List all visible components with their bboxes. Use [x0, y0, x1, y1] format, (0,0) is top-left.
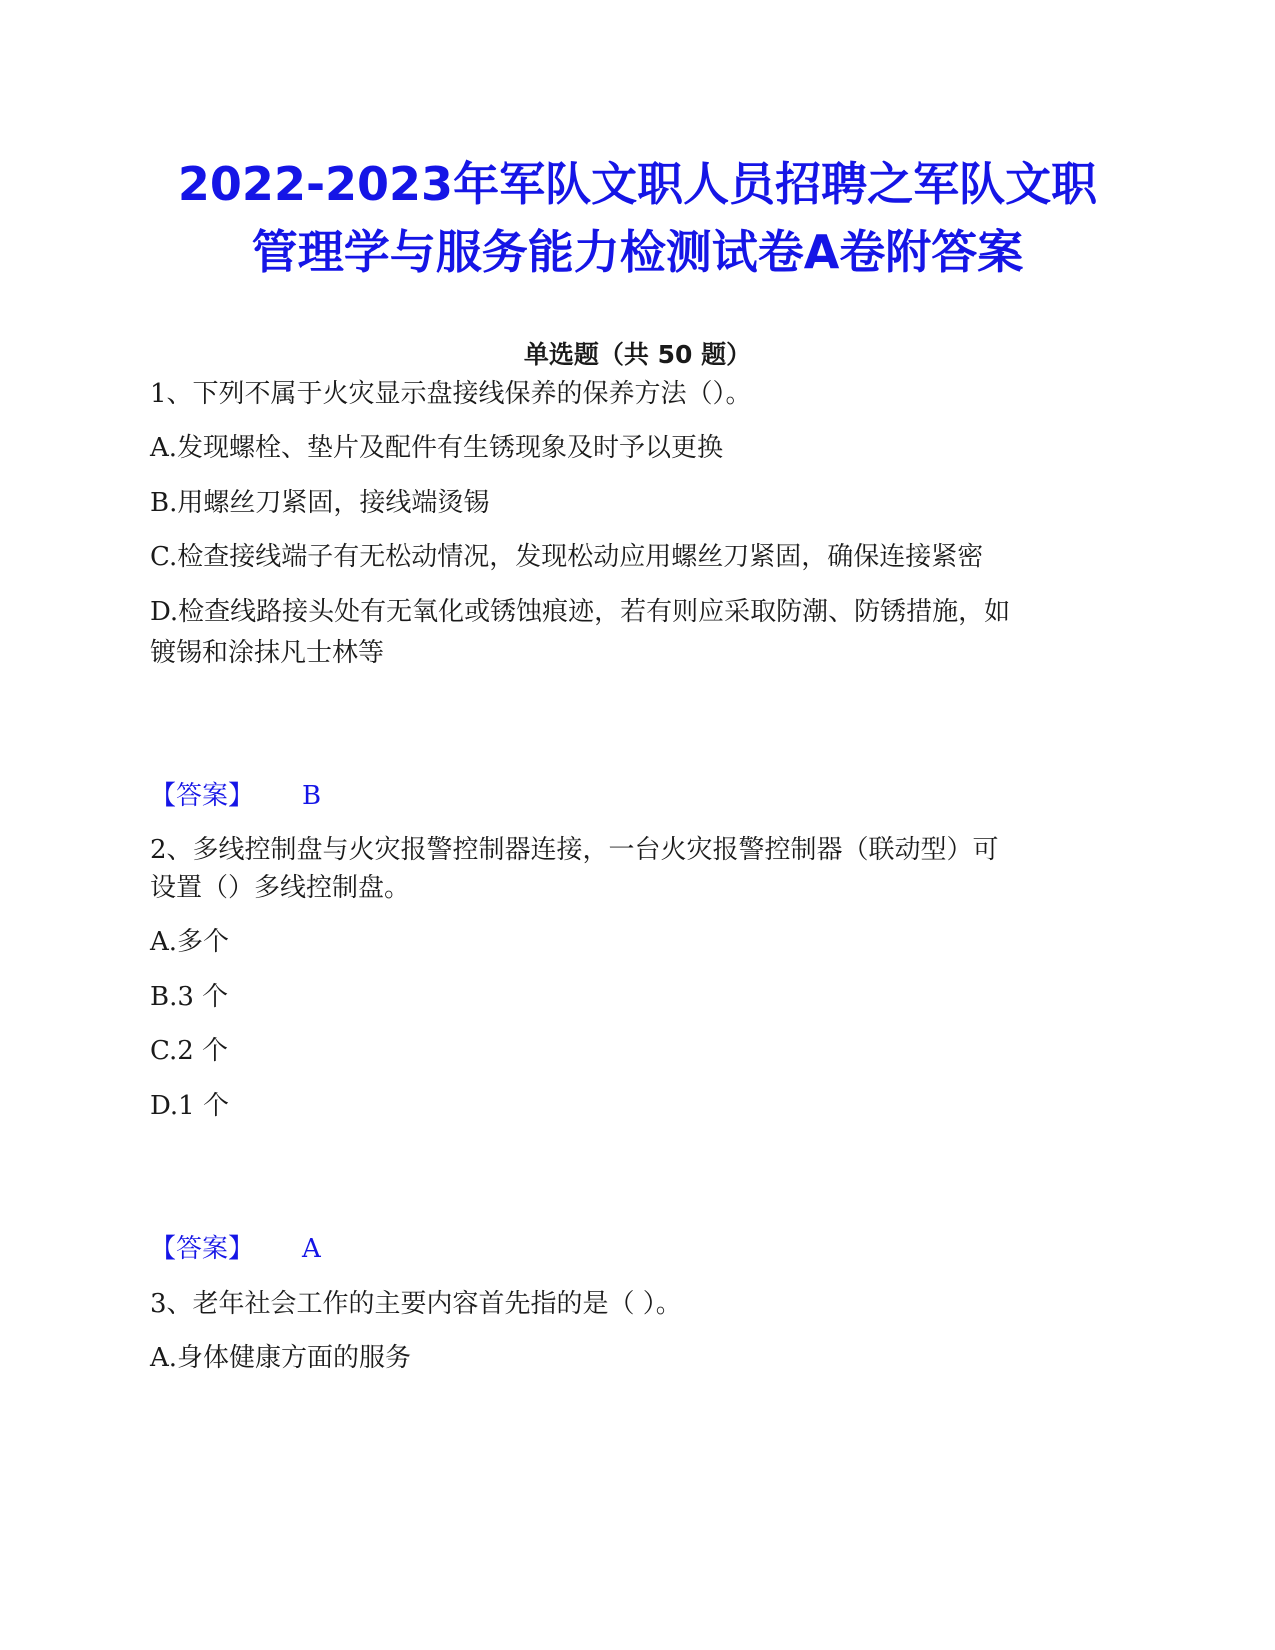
title-line-2: 管理学与服务能力检测试卷A卷附答案: [251, 225, 1024, 279]
question-1-option-c: C.检查接线端子有无松动情况，发现松动应用螺丝刀紧固，确保连接紧密: [150, 542, 984, 572]
document-title: [0, 150, 1275, 286]
question-1-option-b: B.用螺丝刀紧固，接线端烫锡: [150, 488, 490, 518]
question-3-option-a: A.身体健康方面的服务: [150, 1343, 412, 1373]
section-heading: 单选题（共 50 题）: [523, 340, 752, 369]
answer-value: B: [302, 781, 322, 811]
question-2-option-a: A.多个: [150, 927, 230, 957]
title-line-1: 2022-2023年军队文职人员招聘之军队文职: [177, 157, 1098, 211]
question-2-stem: 2、多线控制盘与火灾报警控制器连接，一台火灾报警控制器（联动型）可: [150, 835, 999, 865]
question-1-stem: 1、下列不属于火灾显示盘接线保养的保养方法（）。: [150, 379, 752, 409]
question-2-answer: [150, 1229, 321, 1269]
question-2-option-d: D.1 个: [150, 1091, 229, 1121]
question-3-stem: 3、老年社会工作的主要内容首先指的是（ ）。: [150, 1289, 682, 1319]
answer-value: A: [302, 1234, 321, 1264]
question-2-option-c: C.2 个: [150, 1036, 229, 1066]
answer-label: 【答案】: [150, 781, 255, 811]
question-1-answer: [150, 776, 321, 816]
question-2-option-b: B.3 个: [150, 982, 229, 1012]
question-1-option-d-continued: 镀锡和涂抹凡士林等: [150, 638, 385, 668]
question-1-option-a: A.发现螺栓、垫片及配件有生锈现象及时予以更换: [150, 433, 724, 463]
answer-label: 【答案】: [150, 1234, 255, 1264]
question-2-stem-continued: 设置（）多线控制盘。: [150, 873, 411, 903]
question-1-option-d: D.检查线路接头处有无氧化或锈蚀痕迹，若有则应采取防潮、防锈措施，如: [150, 597, 1011, 627]
